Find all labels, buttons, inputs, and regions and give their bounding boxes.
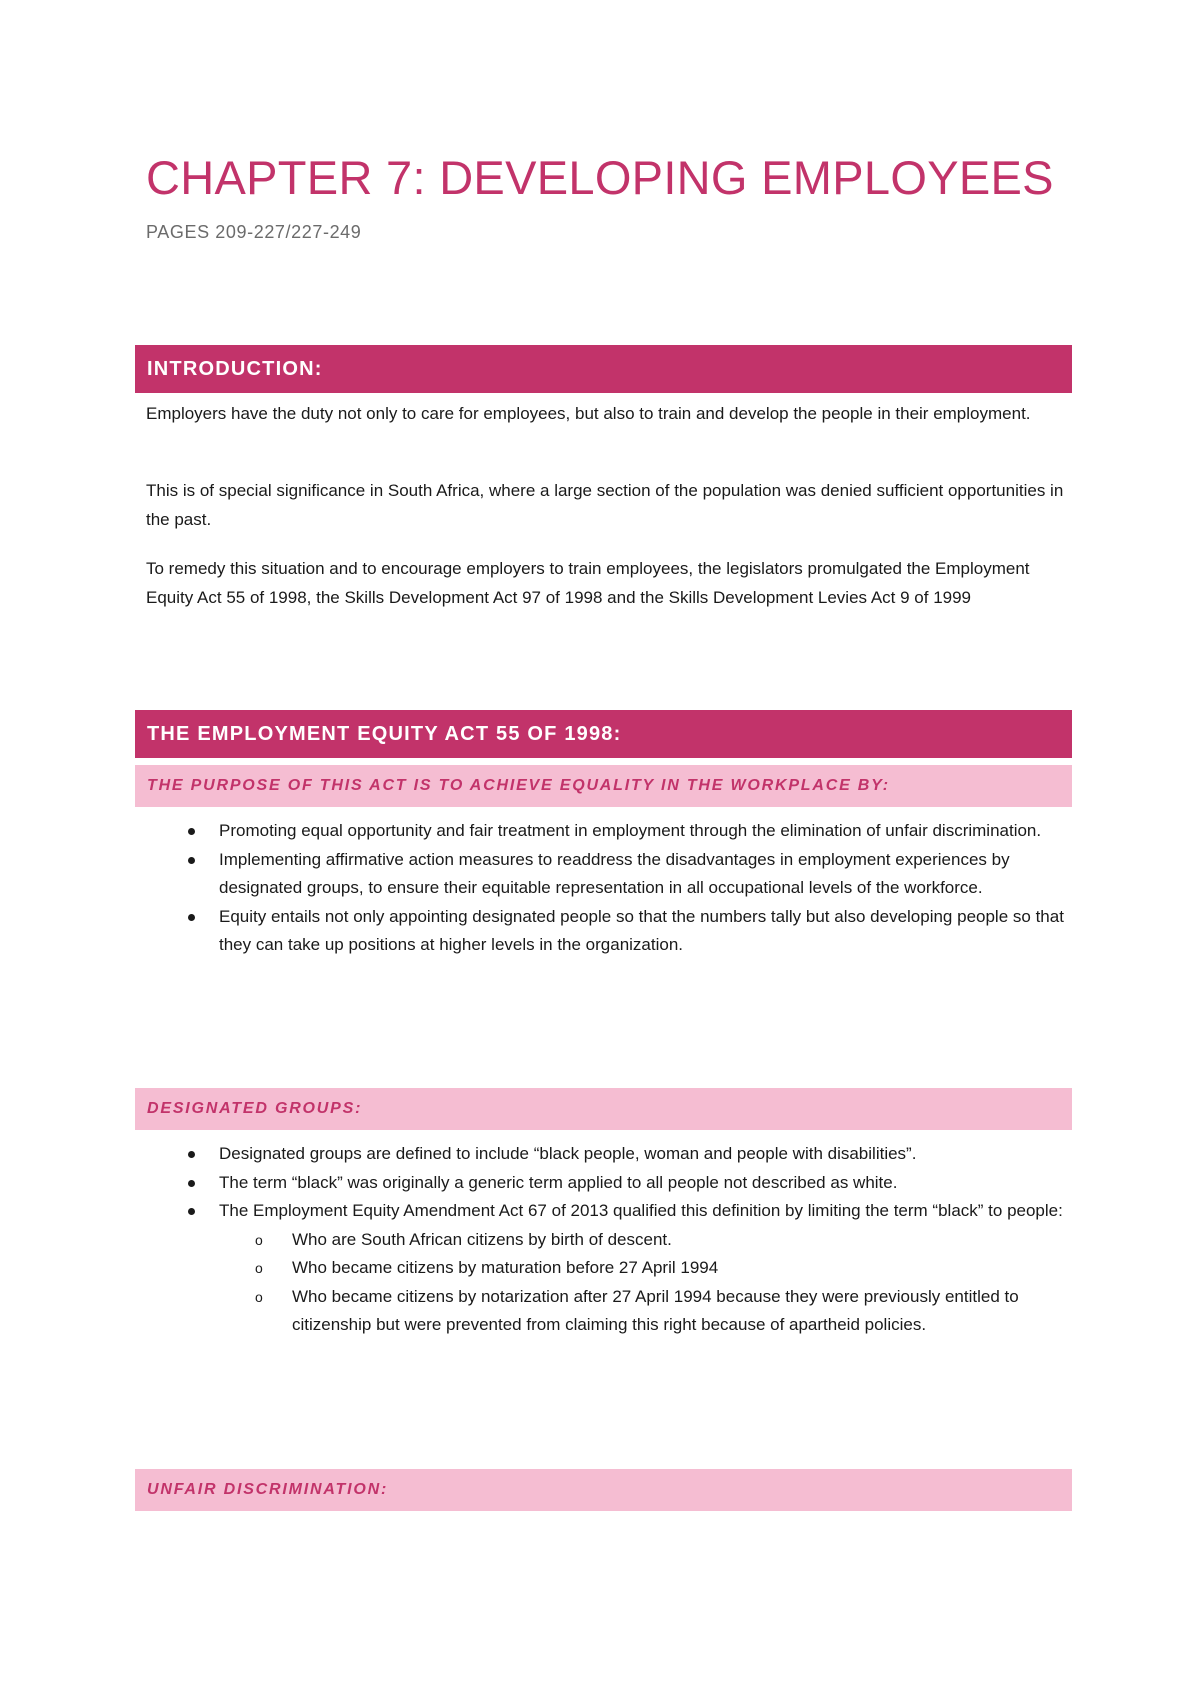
intro-paragraph-2: This is of special significance in South Africa, where a large section of the population was denied sufficient opportunities in the past. (146, 481, 1064, 529)
list-item (146, 846, 1066, 903)
bullet-icon (188, 1208, 195, 1215)
sub-list-item (219, 1254, 1066, 1283)
page-range-subtitle: PAGES 209-227/227-249 (146, 222, 362, 242)
circle-bullet-icon: o (255, 1288, 263, 1305)
equity-act-heading: THE EMPLOYMENT EQUITY ACT 55 OF 1998: (135, 710, 1072, 758)
list-item-text: Promoting equal opportunity and fair treatment in employment through the elimination of unfair discrimination. (219, 821, 1042, 840)
bullet-icon (188, 828, 195, 835)
circle-bullet-icon: o (255, 1260, 263, 1276)
sub-list-item (219, 1226, 1066, 1255)
bullet-icon (188, 1180, 195, 1187)
bullet-icon (188, 857, 195, 864)
list-item-text: The Employment Equity Amendment Act 67 of 2013 qualified this definition by limiting the term “black” to people: (219, 1201, 1063, 1220)
list-item-text: The term “black” was originally a generic term applied to all people not described as white. (219, 1172, 898, 1192)
bullet-icon (188, 914, 195, 921)
list-item (146, 1197, 1066, 1340)
chapter-title: CHAPTER 7: DEVELOPING EMPLOYEES (146, 151, 1054, 204)
sub-list-item-text: Who are South African citizens by birth of descent. (292, 1229, 672, 1249)
purpose-heading: THE PURPOSE OF THIS ACT IS TO ACHIEVE EQUALITY IN THE WORKPLACE BY: (135, 765, 1072, 807)
intro-paragraph-3: To remedy this situation and to encourage employers to train employees, the legislators promulgated the Employment Equity Act 55 of 1998, the Skills Development Act 97 of 1998 and the Skills Development Levies Act 9 of 1999 (146, 559, 1030, 607)
sub-list-item (219, 1283, 1066, 1340)
sub-list-item-text: Who became citizens by maturation before 27 April 1994 (292, 1258, 719, 1277)
list-item (146, 817, 1066, 846)
bullet-icon (188, 1151, 195, 1158)
intro-paragraph-1: Employers have the duty not only to care for employees, but also to train and develop the people in their employment. (146, 404, 1031, 423)
black-definition-sublist (219, 1226, 1066, 1340)
sub-list-item-text: Who became citizens by notarization after 27 April 1994 because they were previously entitled to citizenship but were prevented from claiming this right because of apartheid policies. (292, 1286, 1019, 1334)
list-item-text: Equity entails not only appointing designated people so that the numbers tally but also developing people so that they can take up positions at higher levels in the organization. (219, 906, 1064, 954)
designated-groups-heading: DESIGNATED GROUPS: (135, 1088, 1072, 1130)
purpose-list (146, 817, 1066, 960)
list-item-text: Designated groups are defined to include “black people, woman and people with disabilities”. (219, 1144, 917, 1163)
list-item (146, 903, 1066, 960)
list-item (146, 1169, 1066, 1198)
circle-bullet-icon: o (255, 1231, 263, 1248)
introduction-heading: INTRODUCTION: (135, 345, 1072, 393)
list-item-text: Implementing affirmative action measures to readdress the disadvantages in employment experiences by designated groups, to ensure their equitable representation in all occupational levels of the workforce. (219, 849, 1010, 897)
unfair-discrimination-heading: UNFAIR DISCRIMINATION: (135, 1469, 1072, 1511)
designated-groups-list (146, 1140, 1066, 1340)
list-item (146, 1140, 1066, 1169)
